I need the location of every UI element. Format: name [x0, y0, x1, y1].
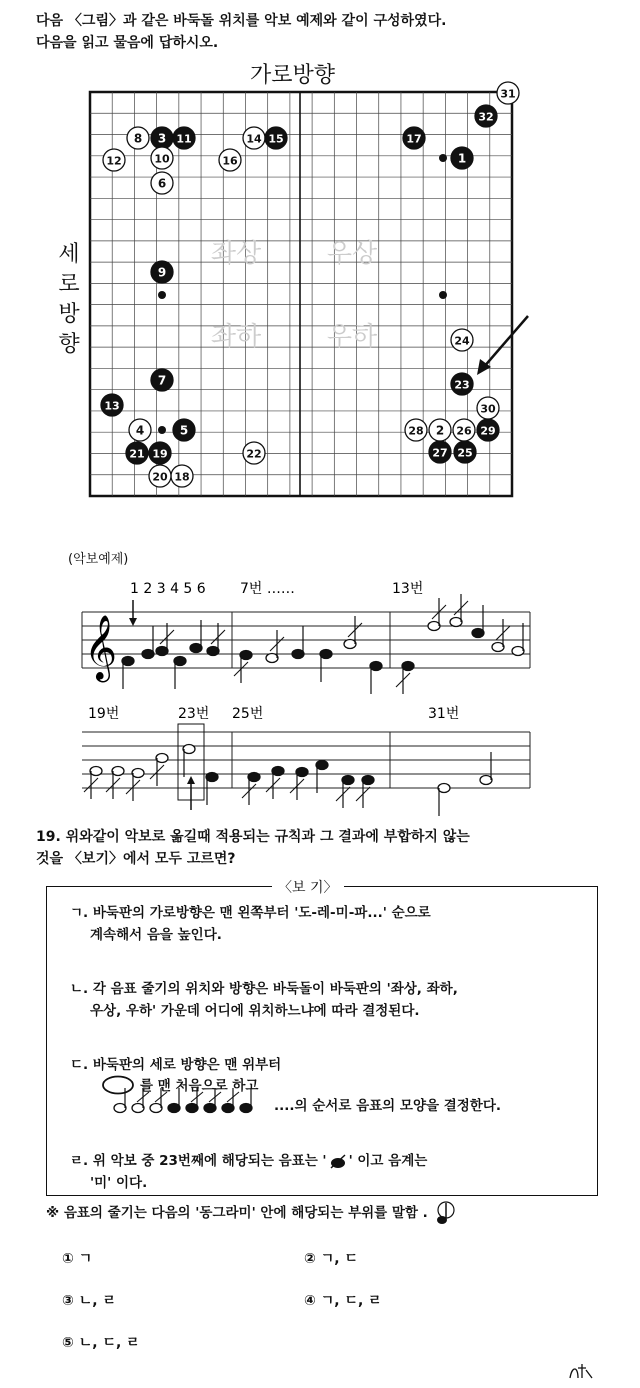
question-19	[36, 826, 616, 870]
go-board	[0, 0, 640, 520]
choice-5[interactable]: ⑤ ㄴ, ㄷ, ㄹ	[62, 1335, 140, 1351]
stone-number: 29	[480, 424, 496, 438]
item-d	[70, 1150, 570, 1194]
question-line-2: 것을 〈보기〉에서 모두 고르면?	[36, 851, 236, 867]
stone-number: 26	[456, 424, 472, 438]
stone-6	[151, 172, 173, 194]
item-c-line-3: ....의 순서로 음표의 모양을 결정한다.	[274, 1098, 502, 1114]
score-note	[207, 623, 225, 656]
score-note	[396, 662, 414, 695]
stone-number: 4	[135, 423, 145, 438]
item-c	[70, 1054, 570, 1076]
note-23-icon	[327, 1152, 349, 1170]
handwritten-mark	[566, 1360, 596, 1382]
stone-10	[151, 147, 173, 169]
score-note	[142, 626, 154, 659]
stone-number: 9	[157, 265, 167, 280]
score-label-13: 13번	[392, 581, 424, 597]
stone-number: 24	[454, 334, 470, 348]
score-note	[290, 768, 308, 801]
stone-number: 5	[179, 423, 189, 438]
item-a	[70, 902, 570, 946]
score-note	[480, 752, 492, 785]
score-note	[512, 623, 524, 656]
vertical-char-2: 로	[58, 272, 80, 297]
arrow-down-head	[129, 618, 137, 626]
item-c-line-1: ㄷ. 바둑판의 세로 방향은 맨 위부터	[70, 1057, 282, 1073]
star-point	[158, 426, 166, 434]
score-note	[156, 623, 174, 656]
stone-25	[454, 441, 476, 463]
stone-28	[405, 419, 427, 441]
staff-1-notes	[122, 594, 524, 694]
stone-number: 22	[246, 447, 262, 461]
stone-number: 13	[104, 399, 120, 413]
stone-9	[151, 261, 173, 283]
star-point	[439, 154, 447, 162]
stone-number: 11	[176, 132, 192, 146]
score-note	[183, 745, 195, 778]
stone-14	[243, 127, 265, 149]
stone-12	[103, 149, 125, 171]
note-shapes-icon	[112, 1086, 272, 1116]
item-d-line-1: ㄹ. 위 악보 중 23번째에 해당되는 음표는 '	[70, 1153, 327, 1169]
score-label-23: 23번	[178, 706, 210, 722]
stone-17	[403, 127, 425, 149]
score-numbers-1-6: 1 2 3 4 5 6	[130, 581, 206, 597]
stone-22	[243, 442, 265, 464]
item-a-line-1: ㄱ. 바둑판의 가로방향은 맨 왼쪽부터 '도-레-미-파...' 순으로	[70, 905, 431, 921]
stone-19	[149, 442, 171, 464]
choice-4[interactable]: ④ ㄱ, ㄷ, ㄹ	[304, 1293, 382, 1309]
intro-line-1: 다음 〈그림〉과 같은 바둑돌 위치를 악보 예제와 같이 구성하였다.	[36, 13, 447, 29]
arrow-up-head	[187, 776, 195, 784]
vertical-char-4: 향	[58, 332, 80, 357]
score-note	[84, 767, 102, 800]
item-b	[70, 978, 570, 1022]
stone-23	[451, 373, 473, 395]
stone-number: 10	[154, 152, 170, 166]
board-horizontal-label: 가로방향	[250, 63, 336, 88]
stone-number: 27	[432, 446, 448, 460]
stone-11	[173, 127, 195, 149]
stone-21	[126, 442, 148, 464]
score-note	[122, 657, 134, 690]
score-note	[126, 769, 144, 802]
score-note	[320, 650, 332, 683]
intro-line-2: 다음을 읽고 물음에 답하시오.	[36, 35, 219, 51]
item-c-line-2: 를 맨 처음으로 하고	[140, 1078, 259, 1094]
stone-number: 12	[106, 154, 122, 168]
stone-1	[451, 147, 473, 169]
star-point	[158, 291, 166, 299]
score-note	[356, 776, 374, 809]
staff-1	[82, 612, 530, 668]
quadrant-upper-right: 우상	[326, 239, 378, 269]
score-note	[450, 594, 468, 627]
stone-number: 15	[268, 132, 284, 146]
score-note	[292, 626, 304, 659]
stone-number: 31	[500, 87, 516, 101]
stone-7	[151, 369, 173, 391]
score-note	[174, 657, 186, 690]
star-point	[439, 291, 447, 299]
stone-number: 21	[129, 447, 145, 461]
stone-number: 7	[157, 373, 167, 388]
stone-31	[497, 82, 519, 104]
staff-2-notes	[84, 745, 492, 817]
choice-1[interactable]: ① ㄱ	[62, 1251, 93, 1267]
stone-32	[475, 105, 497, 127]
score-label-25: 25번	[232, 706, 264, 722]
choice-3[interactable]: ③ ㄴ, ㄹ	[62, 1293, 116, 1309]
stone-number: 19	[152, 447, 168, 461]
question-line-1: 19. 위와같이 악보로 옮길때 적용되는 규칙과 그 결과에 부합하지 않는	[36, 829, 470, 845]
stones-layer	[101, 82, 519, 487]
example-box-title: 〈보 기〉	[272, 877, 344, 897]
score-note	[370, 662, 382, 695]
stem-circle-icon	[433, 1200, 459, 1226]
stone-30	[477, 397, 499, 419]
item-d-line-1b: ' 이고 음계는	[348, 1153, 428, 1169]
quadrant-lower-right: 우하	[326, 322, 378, 352]
stone-5	[173, 419, 195, 441]
stem-note-text: ※ 음표의 줄기는 다음의 '동그라미' 안에 해당되는 부위를 말함 .	[46, 1205, 428, 1221]
choice-2[interactable]: ② ㄱ, ㄷ	[304, 1251, 358, 1267]
item-a-line-2: 계속해서 음을 높인다.	[90, 927, 222, 943]
stone-number: 23	[454, 378, 470, 392]
stone-8	[127, 127, 149, 149]
stone-number: 3	[157, 131, 167, 146]
score-note	[242, 773, 260, 806]
stone-number: 14	[246, 132, 262, 146]
stone-number: 6	[157, 176, 167, 191]
item-b-line-2: 우상, 우하' 가운데 어디에 위치하느냐에 따라 결정된다.	[90, 1003, 420, 1019]
score-note	[472, 605, 484, 638]
staff-2	[82, 732, 530, 788]
item-d-line-2: '미' 이다.	[90, 1175, 148, 1191]
stone-number: 18	[174, 470, 190, 484]
score-note	[206, 773, 218, 806]
score-note	[150, 754, 168, 787]
stone-24	[451, 329, 473, 351]
stone-4	[129, 419, 151, 441]
score-note	[106, 767, 124, 800]
stone-number: 25	[457, 446, 473, 460]
stem-note	[46, 1200, 459, 1226]
item-b-line-1: ㄴ. 각 음표 줄기의 위치와 방향은 바둑돌이 바둑판의 '좌상, 좌하,	[70, 981, 458, 997]
score-note	[336, 776, 354, 809]
music-score	[0, 560, 640, 820]
stone-number: 8	[133, 131, 143, 146]
stone-20	[149, 465, 171, 487]
stone-27	[429, 441, 451, 463]
stone-number: 16	[222, 154, 238, 168]
stone-number: 2	[435, 423, 445, 438]
stone-number: 32	[478, 110, 494, 124]
score-label-19: 19번	[88, 706, 120, 722]
stone-number: 1	[457, 151, 467, 166]
stone-18	[171, 465, 193, 487]
score-note	[492, 619, 510, 652]
stone-16	[219, 149, 241, 171]
vertical-char-3: 방	[58, 302, 80, 327]
stone-number: 17	[406, 132, 422, 146]
score-note	[344, 616, 362, 649]
quadrant-lower-left: 좌하	[210, 322, 262, 352]
quadrant-upper-left: 좌상	[210, 239, 262, 269]
stone-3	[151, 127, 173, 149]
stone-13	[101, 394, 123, 416]
score-note	[234, 651, 252, 684]
stone-number: 28	[408, 424, 424, 438]
vertical-char-1: 세	[58, 242, 80, 267]
stone-15	[265, 127, 287, 149]
score-note	[266, 767, 284, 800]
score-note	[438, 784, 450, 817]
stone-2	[429, 419, 451, 441]
stone-number: 20	[152, 470, 168, 484]
stone-26	[453, 419, 475, 441]
score-label-31: 31번	[428, 706, 460, 722]
score-note	[190, 620, 202, 653]
stone-29	[477, 419, 499, 441]
treble-clef-icon: 𝄞	[84, 615, 118, 680]
stone-number: 30	[480, 402, 496, 416]
score-label-7: 7번 ……	[240, 581, 295, 597]
score-note	[266, 630, 284, 663]
score-title: (악보예제)	[68, 552, 129, 567]
